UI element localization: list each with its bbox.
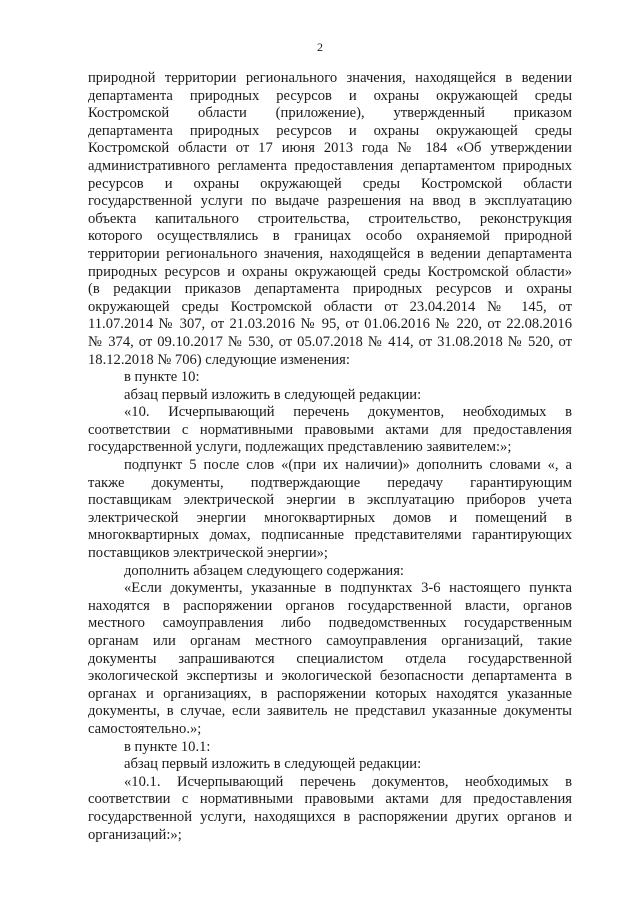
paragraph-item-10-1-line: в пункте 10.1: (124, 738, 211, 755)
paragraph-regulation-intro-line: административного регламента предоставления департаментом природных (88, 157, 572, 174)
paragraph-regulation-intro-line: 18.12.2018 № 706) следующие изменения: (88, 351, 350, 368)
paragraph-subitem-5-line: электрической энергии многоквартирных домов и помещений в (88, 509, 572, 526)
paragraph-first-abzac-10-line: абзац первый изложить в следующей редакции: (124, 386, 422, 403)
paragraph-quote-documents-line: находятся в распоряжении органов государственной власти, органов (88, 597, 572, 614)
paragraph-regulation-intro-line: Костромской области от 17 июня 2013 года № 184 «Об утверждении (88, 140, 572, 157)
paragraph-regulation-intro-line: объекта капитального строительства, строительство, реконструкция (88, 210, 572, 227)
paragraph-quote-10-line: соответствии с нормативными правовыми актами для предоставления (88, 421, 572, 438)
paragraph-regulation-intro-line: ресурсов и охраны окружающей среды Костромской области (88, 175, 572, 192)
paragraph-add-abzac-line: дополнить абзацем следующего содержания: (124, 562, 404, 579)
paragraph-quote-documents-line: органам или органам местного самоуправления организаций, такие (88, 633, 572, 649)
paragraph-regulation-intro-line: которого осуществлялись в границах особо охраняемой природной (88, 228, 572, 245)
paragraph-quote-documents-line: документы, в случае, если заявитель не представил указанные документы (88, 703, 572, 720)
paragraph-quote-documents-line: документы запрашиваются специалистом отдела государственной (88, 650, 572, 667)
paragraph-quote-documents-line: «Если документы, указанные в подпунктах 3-6 настоящего пункта (124, 580, 572, 597)
paragraph-regulation-intro-line: природной территории регионального значения, находящейся в ведении (88, 70, 572, 86)
paragraph-quote-10-1-line: «10.1. Исчерпывающий перечень документов, необходимых в (124, 773, 572, 790)
paragraph-quote-10-1-line: соответствии с нормативными правовыми актами для предоставления (88, 791, 572, 808)
paragraph-subitem-5-line: подпункт 5 после слов «(при их наличии)» дополнить словами «, а (124, 457, 572, 474)
paragraph-quote-documents-line: самостоятельно.»; (88, 720, 202, 737)
paragraph-regulation-intro-line: окружающей среды Костромской области от 23.04.2014 № 145, от (88, 298, 572, 315)
paragraph-regulation-intro-line: (в редакции приказов департамента природных ресурсов и охраны (88, 281, 572, 298)
paragraph-quote-10-line: государственной услуги, подлежащих представлению заявителем:»; (88, 439, 512, 456)
paragraph-regulation-intro-line: территории регионального значения, находящейся в ведении департамента (88, 245, 572, 262)
paragraph-quote-documents-line: экологической экспертизы и экологической безопасности департамента в (88, 668, 572, 685)
paragraph-regulation-intro-line: государственной услуги по выдаче разрешения на ввод в эксплуатацию (88, 193, 572, 210)
paragraph-quote-documents-line: местного самоуправления либо подведомственных государственным (88, 615, 572, 632)
paragraph-subitem-5-line: поставщикам электрической энергии в эксплуатацию приборов учета (88, 492, 572, 509)
paragraph-regulation-intro-line: департамента природных ресурсов и охраны окружающей среды (88, 87, 572, 104)
paragraph-quote-documents-line: органах и организациях, в распоряжении которых находятся указанные (88, 685, 572, 702)
paragraph-item-10-line: в пункте 10: (124, 369, 200, 386)
paragraph-regulation-intro-line: департамента природных ресурсов и охраны окружающей среды (88, 122, 572, 139)
paragraph-regulation-intro-line: Костромской области (приложение), утвержденный приказом (88, 105, 572, 122)
paragraph-quote-10-line: «10. Исчерпывающий перечень документов, необходимых в (124, 404, 572, 421)
paragraph-quote-10-1-line: государственной услуги, находящихся в распоряжении других органов и (88, 808, 572, 825)
paragraph-subitem-5-line: поставщиков электрической энергии»; (88, 545, 328, 562)
paragraph-subitem-5-line: многоквартирных домах, подписанные представителями гарантирующих (88, 527, 572, 544)
document-body (88, 70, 572, 844)
paragraph-subitem-5-line: также документы, подтверждающие передачу гарантирующим (88, 474, 572, 491)
paragraph-quote-10-1-line: организаций:»; (88, 826, 182, 843)
paragraph-regulation-intro-line: природных ресурсов и охраны окружающей среды Костромской области» (88, 263, 572, 280)
paragraph-regulation-intro-line: 11.07.2014 № 307, от 21.03.2016 № 95, от 01.06.2016 № 220, от 22.08.2016 (88, 316, 572, 333)
page-number: 2 (317, 40, 323, 54)
paragraph-first-abzac-10-1-line: абзац первый изложить в следующей редакции: (124, 756, 422, 773)
paragraph-regulation-intro-line: № 374, от 09.10.2017 № 530, от 05.07.2018 № 414, от 31.08.2018 № 520, от (88, 333, 572, 350)
